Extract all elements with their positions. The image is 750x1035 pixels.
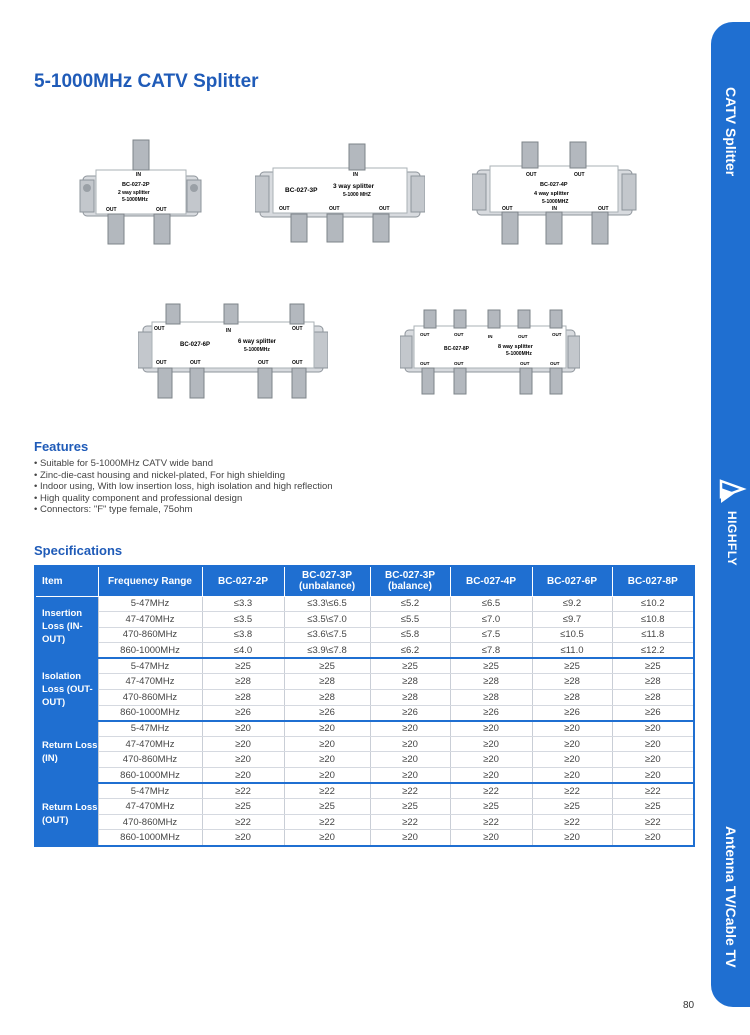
group-label: Insertion Loss (IN-OUT) [35,596,98,658]
value-cell: ≥22 [370,814,450,830]
frequency-cell: 470-860MHz [98,752,202,768]
port-out-label: OUT [292,360,303,366]
value-cell: ≤11.8 [612,627,694,643]
table-row [35,752,694,768]
side-tab [711,22,750,1007]
product-image-3p [255,142,425,247]
value-cell: ≥28 [612,690,694,706]
value-cell: ≤9.7 [532,612,612,628]
frequency-cell: 470-860MHz [98,690,202,706]
frequency-cell: 860-1000MHz [98,830,202,846]
port-out-label: OUT [598,206,609,212]
frequency-cell: 47-470MHz [98,736,202,752]
product-model: BC-027-3P [285,187,318,194]
value-cell: ≥26 [612,705,694,721]
value-cell: ≤12.2 [612,643,694,659]
value-cell: ≥26 [284,705,370,721]
value-cell: ≥26 [370,705,450,721]
value-cell: ≥20 [450,752,532,768]
brand-wing-icon [717,477,747,507]
port-out-label: OUT [258,360,269,366]
value-cell: ≥22 [284,814,370,830]
frequency-cell: 470-860MHz [98,814,202,830]
column-header: Item [35,566,98,596]
value-cell: ≥20 [370,721,450,737]
column-header: Frequency Range [98,566,202,596]
value-cell: ≥28 [370,690,450,706]
port-out-label: OUT [454,332,464,337]
value-cell: ≥22 [202,783,284,799]
feature-item: • High quality component and professional design [34,493,333,505]
table-row [35,674,694,690]
port-out-label: OUT [292,326,303,332]
value-cell: ≥28 [202,674,284,690]
value-cell: ≤4.0 [202,643,284,659]
value-cell: ≥20 [532,830,612,846]
table-row [35,705,694,721]
product-model: BC-027-4P [540,182,568,188]
value-cell: ≥22 [612,783,694,799]
value-cell: ≤3.8 [202,627,284,643]
product-image-4p [472,140,637,250]
table-row [35,830,694,846]
feature-item: • Zinc-die-cast housing and nickel-plated, For high shielding [34,470,333,482]
value-cell: ≥20 [612,830,694,846]
value-cell: ≥22 [202,814,284,830]
value-cell: ≤7.0 [450,612,532,628]
side-tab-category: Antenna TV/Cable TV [723,826,739,968]
port-out-label: OUT [518,334,528,339]
port-out-label: OUT [420,332,430,337]
port-out-label: OUT [420,361,430,366]
value-cell: ≥20 [202,768,284,784]
value-cell: ≥25 [284,799,370,815]
value-cell: ≥25 [370,799,450,815]
value-cell: ≥22 [450,814,532,830]
value-cell: ≤3.3 [202,596,284,612]
value-cell: ≤6.5 [450,596,532,612]
port-out-label: OUT [520,361,530,366]
frequency-cell: 5-47MHz [98,721,202,737]
feature-item: • Indoor using, With low insertion loss, high isolation and high reflection [34,481,333,493]
value-cell: ≥20 [370,752,450,768]
product-desc: 8 way splitter [498,344,533,350]
value-cell: ≥22 [532,783,612,799]
features-heading: Features [34,439,89,454]
value-cell: ≤10.5 [532,627,612,643]
value-cell: ≥25 [284,658,370,674]
port-out-label: OUT [379,206,390,212]
value-cell: ≥20 [612,736,694,752]
value-cell: ≥20 [450,721,532,737]
frequency-cell: 860-1000MHz [98,643,202,659]
brand-name: HIGHFLY [725,511,739,567]
specifications-heading: Specifications [34,543,123,558]
value-cell: ≤10.2 [612,596,694,612]
value-cell: ≤11.0 [532,643,612,659]
port-out-label: OUT [454,361,464,366]
column-header: BC-027-2P [202,566,284,596]
value-cell: ≥20 [532,768,612,784]
value-cell: ≥22 [370,783,450,799]
column-header: BC-027-6P [532,566,612,596]
value-cell: ≥22 [532,814,612,830]
value-cell: ≤7.8 [450,643,532,659]
product-image-2p [78,138,203,248]
value-cell: ≥25 [612,658,694,674]
value-cell: ≥28 [612,674,694,690]
value-cell: ≥22 [284,783,370,799]
table-row [35,643,694,659]
table-row [35,658,694,674]
frequency-cell: 860-1000MHz [98,768,202,784]
port-out-label: OUT [552,332,562,337]
table-row [35,627,694,643]
value-cell: ≥20 [370,768,450,784]
value-cell: ≥20 [202,736,284,752]
value-cell: ≥20 [370,830,450,846]
value-cell: ≥28 [532,690,612,706]
value-cell: ≥28 [202,690,284,706]
port-out-label: OUT [106,207,117,213]
group-label: Return Loss (OUT) [35,783,98,845]
column-header: BC-027-3P (balance) [370,566,450,596]
product-desc: 3 way splitter [333,183,375,190]
port-in-label: IN [353,172,358,178]
product-desc: 4 way splitter [534,191,569,197]
value-cell: ≥20 [284,830,370,846]
product-model: BC-027-6P [180,342,211,348]
port-out-label: OUT [574,172,585,178]
specifications-table [34,565,695,847]
value-cell: ≤5.8 [370,627,450,643]
table-row [35,612,694,628]
port-in-label: IN [136,172,141,178]
value-cell: ≥25 [202,799,284,815]
port-out-label: OUT [502,206,513,212]
frequency-cell: 5-47MHz [98,783,202,799]
table-row [35,814,694,830]
frequency-cell: 47-470MHz [98,674,202,690]
frequency-cell: 5-47MHz [98,596,202,612]
feature-item: • Connectors: "F" type female, 75ohm [34,504,333,516]
column-header: BC-027-8P [612,566,694,596]
table-row [35,596,694,612]
table-row [35,799,694,815]
frequency-cell: 47-470MHz [98,799,202,815]
value-cell: ≥20 [284,721,370,737]
value-cell: ≥20 [202,752,284,768]
frequency-cell: 5-47MHz [98,658,202,674]
value-cell: ≥20 [202,721,284,737]
port-in-label: IN [552,206,557,212]
port-out-label: OUT [156,207,167,213]
value-cell: ≥20 [532,736,612,752]
group-label: Return Loss (IN) [35,721,98,783]
column-header: BC-027-3P (unbalance) [284,566,370,596]
product-image-8p [400,308,580,398]
port-out-label: OUT [190,360,201,366]
specifications-body [35,596,694,846]
product-desc: 6 way splitter [238,339,277,345]
product-band: 5-1000MHz [244,347,270,353]
value-cell: ≥26 [202,705,284,721]
value-cell: ≥25 [532,658,612,674]
port-out-label: OUT [329,206,340,212]
product-model: BC-027-2P [122,182,150,188]
value-cell: ≤3.5 [202,612,284,628]
frequency-cell: 470-860MHz [98,627,202,643]
value-cell: ≥25 [450,658,532,674]
port-in-label: IN [226,328,231,334]
side-tab-section-title: CATV Splitter [723,87,739,177]
value-cell: ≥28 [450,690,532,706]
value-cell: ≥20 [450,736,532,752]
value-cell: ≥28 [284,690,370,706]
page-number: 80 [683,1000,695,1011]
value-cell: ≥20 [532,752,612,768]
value-cell: ≥20 [612,752,694,768]
table-header-row [35,566,694,596]
column-header: BC-027-4P [450,566,532,596]
table-row [35,721,694,737]
value-cell: ≥26 [532,705,612,721]
value-cell: ≥20 [370,736,450,752]
value-cell: ≤9.2 [532,596,612,612]
value-cell: ≥25 [202,658,284,674]
product-model: BC-027-8P [444,346,470,352]
feature-item: • Suitable for 5-1000MHz CATV wide band [34,458,333,470]
value-cell: ≥25 [370,658,450,674]
port-out-label: OUT [156,360,167,366]
product-image-6p [138,302,328,402]
value-cell: ≥20 [284,736,370,752]
value-cell: ≤3.9\≤7.8 [284,643,370,659]
value-cell: ≥22 [612,814,694,830]
port-out-label: OUT [154,326,165,332]
table-row [35,736,694,752]
product-band: 5-1000MHZ [542,199,569,205]
value-cell: ≤3.3\≤6.5 [284,596,370,612]
value-cell: ≤10.8 [612,612,694,628]
features-list [34,458,333,516]
value-cell: ≥25 [532,799,612,815]
value-cell: ≥28 [532,674,612,690]
brand-logo [715,477,749,597]
value-cell: ≥28 [370,674,450,690]
value-cell: ≥28 [450,674,532,690]
value-cell: ≥25 [612,799,694,815]
table-row [35,783,694,799]
value-cell: ≥25 [450,799,532,815]
value-cell: ≥20 [284,752,370,768]
value-cell: ≥28 [284,674,370,690]
product-band: 5-1000MHz [122,197,148,203]
value-cell: ≥20 [532,721,612,737]
port-out-label: OUT [526,172,537,178]
value-cell: ≤3.5\≤7.0 [284,612,370,628]
port-out-label: OUT [550,361,560,366]
table-row [35,768,694,784]
product-band: 5-1000MHz [506,351,532,357]
frequency-cell: 860-1000MHz [98,705,202,721]
value-cell: ≥20 [612,721,694,737]
product-desc: 2 way splitter [118,190,150,196]
frequency-cell: 47-470MHz [98,612,202,628]
group-label: Isolation Loss (OUT-OUT) [35,658,98,720]
value-cell: ≤3.6\≤7.5 [284,627,370,643]
value-cell: ≥26 [450,705,532,721]
port-in-label: IN [488,334,493,339]
page-title: 5-1000MHz CATV Splitter [34,71,259,92]
value-cell: ≥22 [450,783,532,799]
value-cell: ≥20 [202,830,284,846]
table-row [35,690,694,706]
value-cell: ≥20 [450,830,532,846]
value-cell: ≤5.2 [370,596,450,612]
value-cell: ≥20 [284,768,370,784]
value-cell: ≥20 [612,768,694,784]
port-out-label: OUT [279,206,290,212]
value-cell: ≤6.2 [370,643,450,659]
value-cell: ≥20 [450,768,532,784]
value-cell: ≤7.5 [450,627,532,643]
product-band: 5-1000 MHZ [343,192,371,198]
value-cell: ≤5.5 [370,612,450,628]
